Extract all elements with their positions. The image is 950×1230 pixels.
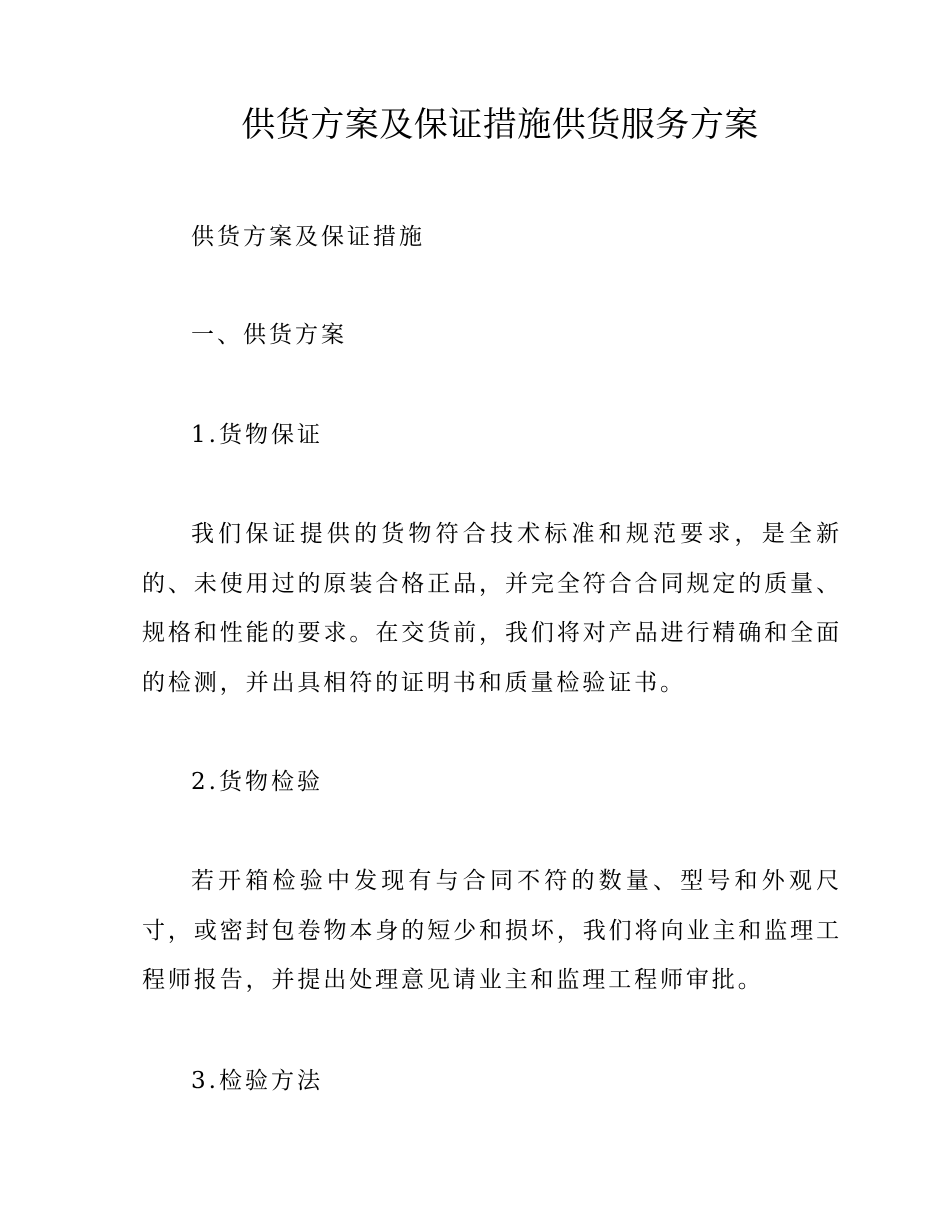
item-heading-goods-inspection: 2.货物检验 bbox=[191, 769, 323, 795]
item-heading-inspection-method: 3.检验方法 bbox=[191, 1068, 323, 1094]
document-title: 供货方案及保证措施供货服务方案 bbox=[241, 105, 759, 145]
paragraph-goods-guarantee: 我们保证提供的货物符合技术标准和规范要求，是全新的、未使用过的原装合格正品，并完全符合合同规定的质量、规格和性能的要求。在交货前，我们将对产品进行精确和全面的检测，并出具相符的证明书和质量检验证书。 bbox=[142, 521, 842, 697]
item-heading-goods-guarantee: 1.货物保证 bbox=[191, 422, 323, 448]
document-subtitle: 供货方案及保证措施 bbox=[191, 224, 425, 250]
section-heading: 一、供货方案 bbox=[191, 322, 347, 348]
paragraph-goods-inspection: 若开箱检验中发现有与合同不符的数量、型号和外观尺寸，或密封包卷物本身的短少和损坏，我们将向业主和监理工程师报告，并提出处理意见请业主和监理工程师审批。 bbox=[142, 868, 842, 994]
